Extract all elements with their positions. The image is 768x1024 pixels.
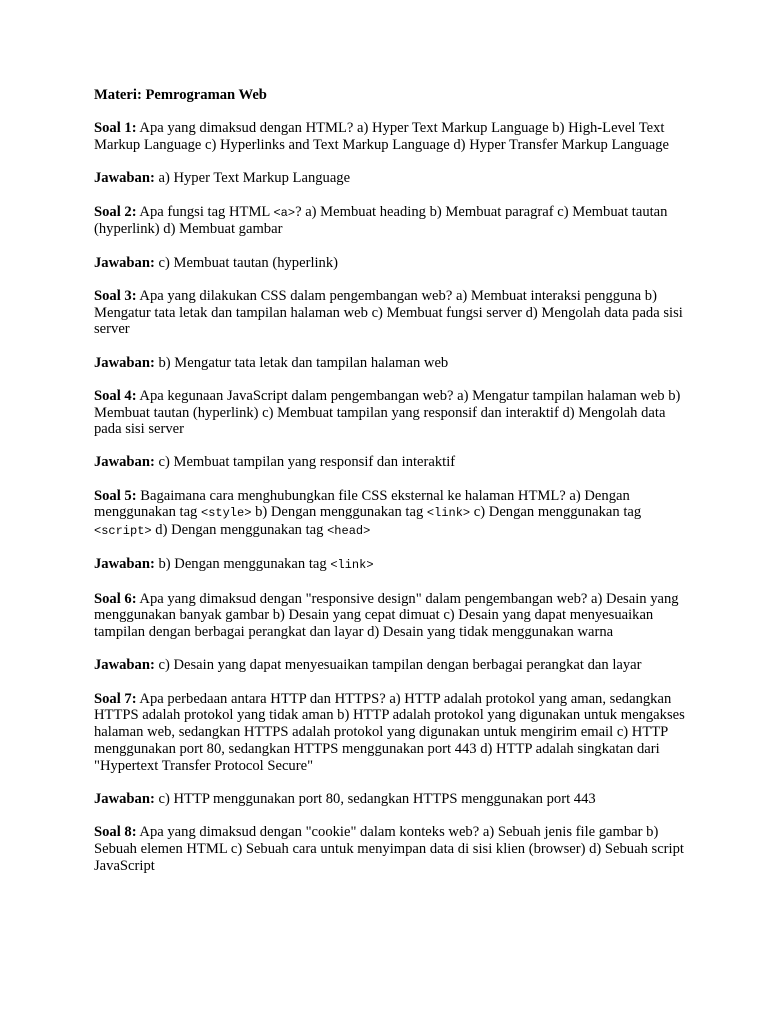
code-snippet: <head> (327, 524, 371, 539)
answer-4 (94, 454, 686, 471)
answer-label: Jawaban: (94, 354, 155, 371)
answer-2 (94, 255, 686, 272)
answer-text: c) Membuat tampilan yang responsif dan interaktif (158, 454, 456, 471)
question-1 (94, 120, 686, 154)
answer-label: Jawaban: (94, 254, 155, 271)
question-text: d) Dengan menggunakan tag (155, 522, 324, 539)
answer-label: Jawaban: (94, 790, 155, 807)
question-label: Soal 2: (94, 203, 137, 220)
answer-label: Jawaban: (94, 556, 155, 573)
question-text: Apa perbedaan antara HTTP dan HTTPS? a) HTTP adalah protokol yang aman, sedangkan HTTPS adalah protokol yang tidak aman b) HTTP adalah protokol yang digunakan untuk mengakses halaman web, sedangkan HTTPS adalah protokol yang digunakan untuk mengirim email c) HTTP menggunakan port 80, sedangkan HTTPS menggunakan port 443 d) HTTP adalah singkatan dari "Hypertext Transfer Protocol Secure" (94, 690, 685, 774)
question-label: Soal 7: (94, 690, 137, 707)
answer-label: Jawaban: (94, 454, 155, 471)
code-snippet: <link> (330, 558, 374, 573)
answer-text: c) Desain yang dapat menyesuaikan tampilan dengan berbagai perangkat dan layar (158, 657, 642, 674)
question-text: b) Dengan menggunakan tag (255, 504, 424, 521)
answer-text: b) Mengatur tata letak dan tampilan halaman web (158, 354, 449, 371)
answer-1 (94, 170, 686, 187)
question-4 (94, 388, 686, 438)
code-snippet: <script> (94, 524, 152, 539)
code-snippet: <link> (426, 506, 471, 521)
question-6 (94, 591, 686, 641)
question-text: Apa yang dimaksud dengan HTML? a) Hyper Text Markup Language b) High-Level Text Markup Language c) Hyperlinks and Text Markup Language d) Hyper Transfer Markup Language (94, 120, 669, 154)
question-label: Soal 6: (94, 590, 137, 607)
question-text: Apa yang dimaksud dengan "responsive design" dalam pengembangan web? a) Desain yang menggunakan banyak gambar b) Desain yang cepat dimuat c) Desain yang dapat menyesuaikan tampilan dengan berbagai perangkat dan layar d) Desain yang tidak menggunakan warna (94, 590, 679, 641)
question-text: Apa kegunaan JavaScript dalam pengembangan web? a) Mengatur tampilan halaman web b) Membuat tautan (hyperlink) c) Membuat tampilan yang responsif dan interaktif d) Mengolah data pada sisi server (94, 387, 681, 438)
answer-7 (94, 791, 686, 808)
question-text: c) Dengan menggunakan tag (473, 504, 642, 521)
question-text: Apa yang dilakukan CSS dalam pengembangan web? a) Membuat interaksi pengguna b) Mengatur tata letak dan tampilan halaman web c) Membuat fungsi server d) Mengolah data pada sisi server (94, 287, 683, 338)
answer-6 (94, 657, 686, 674)
title-label: Materi: Pemrograman Web (94, 87, 267, 103)
question-8 (94, 824, 686, 874)
question-5 (94, 488, 686, 540)
answer-3 (94, 355, 686, 372)
answer-5 (94, 556, 686, 574)
question-label: Soal 1: (94, 120, 137, 137)
question-label: Soal 4: (94, 387, 137, 404)
answer-label: Jawaban: (94, 170, 155, 187)
document-title (94, 87, 686, 104)
answer-label: Jawaban: (94, 657, 155, 674)
question-label: Soal 8: (94, 824, 137, 841)
answer-text: c) HTTP menggunakan port 80, sedangkan HTTPS menggunakan port 443 (158, 790, 596, 807)
answer-text: c) Membuat tautan (hyperlink) (158, 254, 339, 271)
question-text: ? a) Membuat heading b) Membuat paragraf c) Membuat tautan (hyperlink) d) Membuat gambar (94, 203, 668, 238)
question-7 (94, 691, 686, 775)
code-snippet: <a> (273, 205, 296, 220)
question-text: Apa yang dimaksud dengan "cookie" dalam konteks web? a) Sebuah jenis file gambar b) Sebuah elemen HTML c) Sebuah cara untuk menyimpan data di sisi klien (browser) d) Sebuah script JavaScript (94, 824, 684, 874)
question-2 (94, 204, 686, 239)
question-text: Apa fungsi tag HTML (139, 203, 270, 220)
question-label: Soal 5: (94, 487, 137, 504)
question-label: Soal 3: (94, 287, 137, 304)
answer-text: a) Hyper Text Markup Language (158, 170, 351, 187)
question-3 (94, 288, 686, 338)
document-page (94, 87, 686, 891)
code-snippet: <style> (201, 506, 252, 521)
question-text: Bagaimana cara menghubungkan file CSS eksternal ke halaman HTML? a) Dengan menggunakan tag (94, 487, 630, 521)
answer-text: b) Dengan menggunakan tag (158, 556, 327, 573)
